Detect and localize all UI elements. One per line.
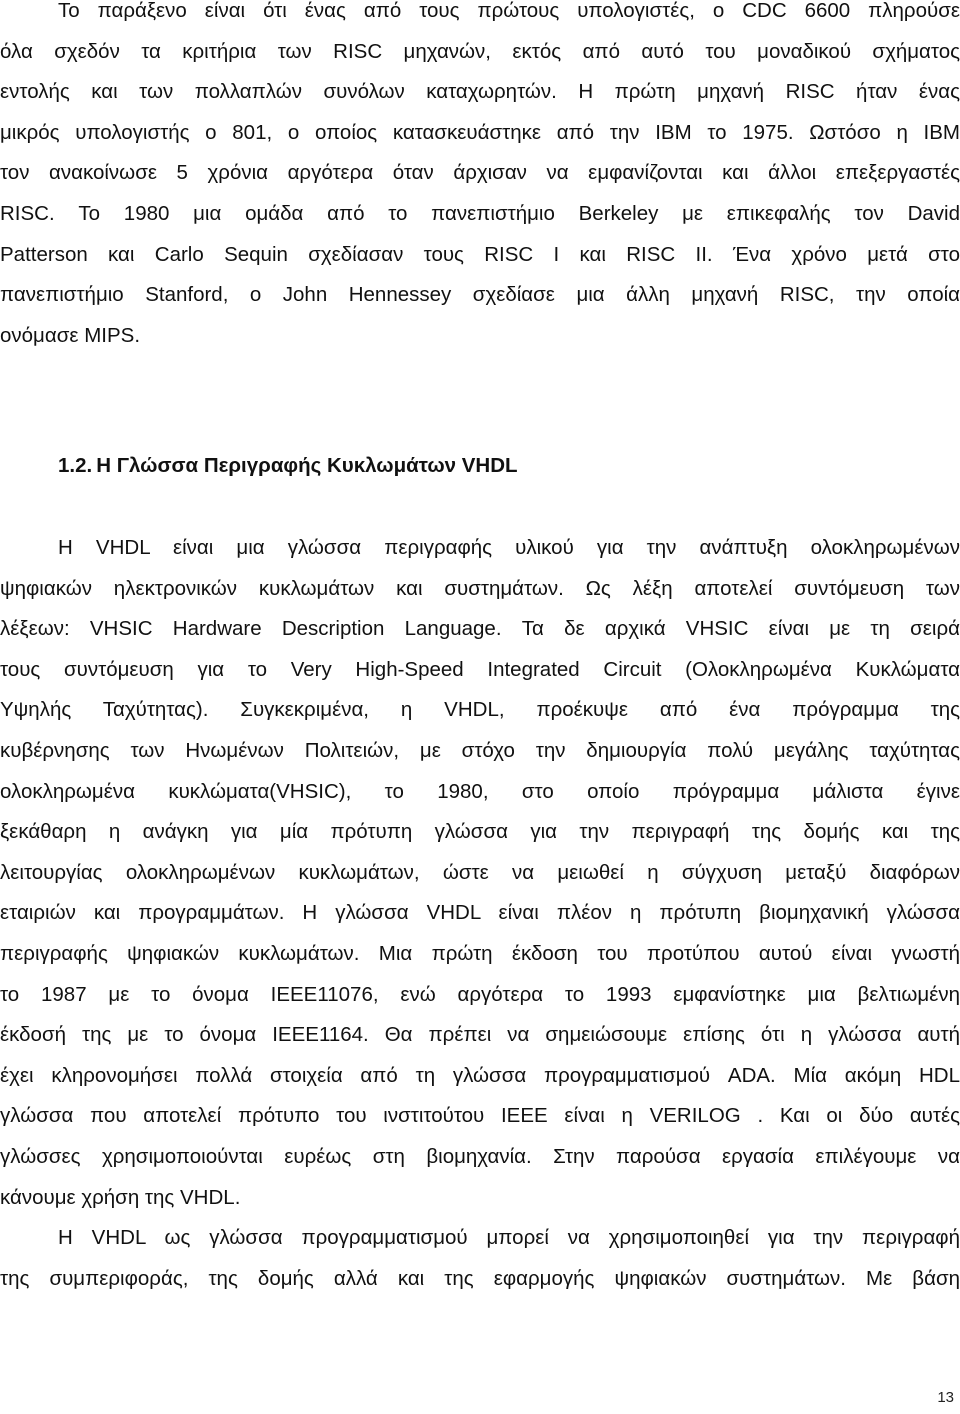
text-line: έκδοσή της με το όνομα IEEE1164. Θα πρέπει να σημειώσουμε επίσης ότι η γλώσσα αυτή — [0, 1023, 960, 1047]
page-number: 13 — [937, 1389, 954, 1406]
text-line: Η VHDL ως γλώσσα προγραμματισμού μπορεί να χρησιμοποιηθεί για την περιγραφή — [58, 1226, 960, 1249]
text-line: RISC. Το 1980 μια ομάδα από το πανεπιστήμιο Berkeley με επικεφαλής τον David — [0, 201, 960, 225]
section-number: 1.2. — [58, 454, 93, 477]
text-line: Patterson και Carlo Sequin σχεδίασαν τους RISC I και RISC II. Ένα χρόνο μετά στο — [0, 242, 960, 266]
text-line: κάνουμε χρήση της VHDL. — [0, 1185, 241, 1209]
text-line: ψηφιακών ηλεκτρονικών κυκλωμάτων και συστημάτων. Ως λέξη αποτελεί συντόμευση των — [0, 576, 960, 600]
text-line: Η VHDL είναι μια γλώσσα περιγραφής υλικού για την ανάπτυξη ολοκληρωμένων — [58, 536, 960, 559]
text-line: εντολής και των πολλαπλών συνόλων καταχωρητών. Η πρώτη μηχανή RISC ήταν ένας — [0, 80, 960, 104]
text-line: της συμπεριφοράς, της δομής αλλά και της εφαρμογής ψηφιακών συστημάτων. Με βάση — [0, 1266, 960, 1290]
section-heading — [58, 446, 518, 486]
text-line: εταιριών και προγραμμάτων. Η γλώσσα VHDL είναι πλέον η πρότυπη βιομηχανική γλώσσα — [0, 901, 960, 925]
text-line: πανεπιστήμιο Stanford, ο John Hennessey σχεδίασε μια άλλη μηχανή RISC, την οποία — [0, 283, 960, 307]
text-line: ονόμασε MIPS. — [0, 323, 141, 347]
text-line: μικρός υπολογιστής ο 801, ο οποίος κατασκευάστηκε από την IBM το 1975. Ωστόσο η IBM — [0, 120, 960, 144]
text-line: τον ανακοίνωσε 5 χρόνια αργότερα όταν άρχισαν να εμφανίζονται και άλλοι επεξεργαστές — [0, 161, 960, 185]
text-line: το 1987 με το όνομα IEEE11076, ενώ αργότερα το 1993 εμφανίστηκε μια βελτιωμένη — [0, 982, 960, 1006]
text-line: Υψηλής Ταχύτητας). Συγκεκριμένα, η VHDL, προέκυψε από ένα πρόγραμμα της — [0, 698, 960, 722]
text-line: Το παράξενο είναι ότι ένας από τους πρώτους υπολογιστές, ο CDC 6600 πληρούσε — [58, 0, 960, 22]
text-line: ξεκάθαρη η ανάγκη για μία πρότυπη γλώσσα για την περιγραφή της δομής και της — [0, 820, 960, 844]
text-line: λειτουργίας ολοκληρωμένων κυκλωμάτων, ώστε να μειωθεί η σύγχυση μεταξύ διαφόρων — [0, 860, 960, 884]
paragraph-vhdl-usage — [0, 1218, 960, 1299]
text-line: λέξεων: VHSIC Hardware Description Language. Τα δε αρχικά VHSIC είναι με τη σειρά — [0, 617, 960, 641]
text-line: τους συντόμευση για το Very High-Speed Integrated Circuit (Ολοκληρωμένα Κυκλώματα — [0, 657, 960, 681]
section-title: Η Γλώσσα Περιγραφής Κυκλωμάτων VHDL — [96, 454, 518, 477]
text-line: περιγραφής ψηφιακών κυκλωμάτων. Μια πρώτη έκδοση του προτύπου αυτού είναι γνωστή — [0, 941, 960, 965]
text-line: ολοκληρωμένα κυκλώματα(VHSIC), το 1980, στο οποίο πρόγραμμα μάλιστα έγινε — [0, 779, 960, 803]
text-line: όλα σχεδόν τα κριτήρια των RISC μηχανών, εκτός από αυτό του μοναδικού σχήματος — [0, 39, 960, 63]
text-line: έχει κληρονομήσει πολλά στοιχεία από τη γλώσσα προγραμματισμού ADA. Μία ακόμη HDL — [0, 1063, 960, 1087]
paragraph-risc-history — [0, 0, 960, 356]
text-line: γλώσσα που αποτελεί πρότυπο του ινστιτούτου IEEE είναι η VERILOG . Και οι δύο αυτές — [0, 1104, 960, 1128]
text-line: κυβέρνησης των Ηνωμένων Πολιτειών, με στόχο την δημιουργία πολύ μεγάλης ταχύτητας — [0, 738, 960, 762]
text-line: γλώσσες χρησιμοποιούνται ευρέως στη βιομηχανία. Στην παρούσα εργασία επιλέγουμε να — [0, 1144, 960, 1168]
paragraph-vhdl-intro — [0, 528, 960, 1218]
